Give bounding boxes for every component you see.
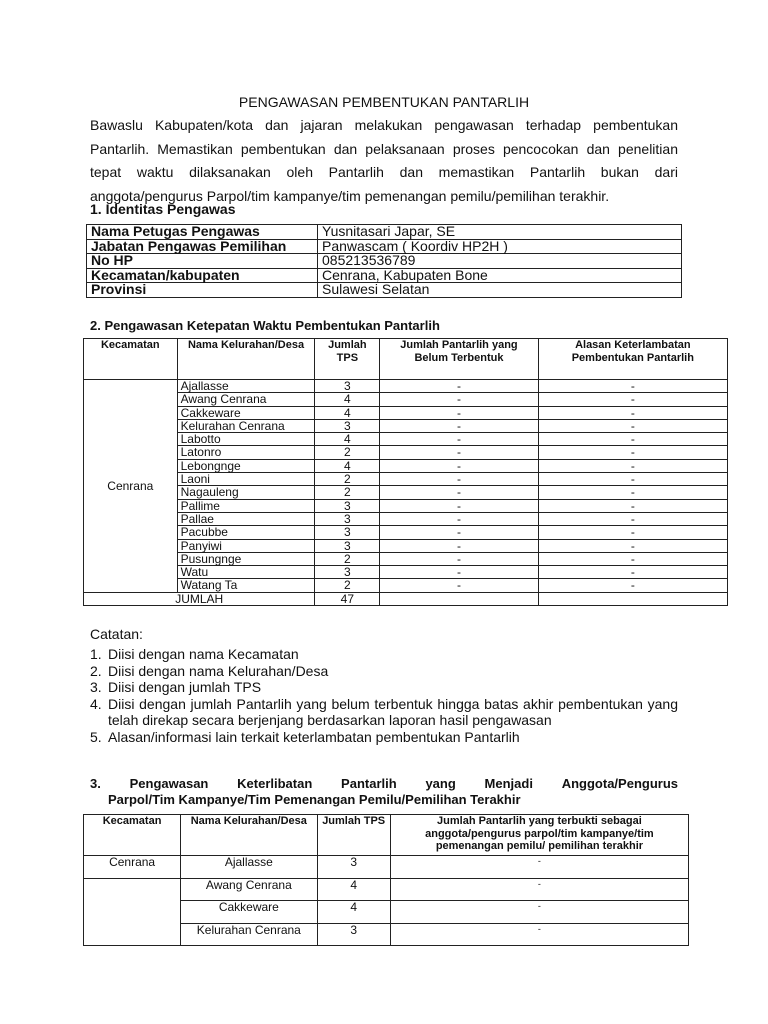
desa-cell: Latonro <box>177 446 315 459</box>
desa-cell: Pallime <box>177 499 315 512</box>
belum-cell: - <box>380 512 538 525</box>
table-row <box>84 566 728 579</box>
tps-cell: 3 <box>315 539 380 552</box>
desa-cell: Cakkeware <box>177 406 315 419</box>
section3-heading-word: yang <box>425 776 456 791</box>
desa-cell: Laoni <box>177 473 315 486</box>
note-number: 2. <box>90 662 102 679</box>
table-row <box>84 552 728 565</box>
desa-cell: Pacubbe <box>177 526 315 539</box>
table-row <box>84 393 728 406</box>
section2-heading: 2. Pengawasan Ketepatan Waktu Pembentukan Pantarlih <box>90 318 440 333</box>
jumlah-cell: - <box>390 901 688 924</box>
table-row <box>84 901 689 924</box>
table-row <box>84 473 728 486</box>
note-item <box>90 696 678 729</box>
alasan-cell: - <box>538 380 727 393</box>
column-header: Kecamatan <box>84 339 178 380</box>
belum-cell: - <box>380 526 538 539</box>
table-row <box>84 446 728 459</box>
identity-label: Jabatan Pengawas Pemilihan <box>87 239 318 254</box>
table-row <box>84 499 728 512</box>
jumlah-cell: - <box>390 923 688 946</box>
tps-cell: 2 <box>315 473 380 486</box>
alasan-cell: - <box>538 446 727 459</box>
alasan-cell: - <box>538 393 727 406</box>
table-row <box>84 380 728 393</box>
table-row <box>84 878 689 901</box>
note-number: 3. <box>90 679 102 695</box>
identity-label: Provinsi <box>87 283 318 298</box>
desa-cell: Kelurahan Cenrana <box>177 419 315 432</box>
belum-cell: - <box>380 380 538 393</box>
notes-list <box>90 646 678 745</box>
identity-label: Nama Petugas Pengawas <box>87 225 318 240</box>
involvement-table <box>83 814 689 946</box>
belum-cell: - <box>380 433 538 446</box>
section1-heading: 1. Identitas Pengawas <box>90 201 236 217</box>
tps-cell: 4 <box>317 901 390 924</box>
identity-value: Panwascam ( Koordiv HP2H ) <box>318 239 682 254</box>
belum-cell: - <box>380 419 538 432</box>
alasan-cell: - <box>538 566 727 579</box>
alasan-cell: - <box>538 579 727 592</box>
jumlah-cell: - <box>390 878 688 901</box>
table-row <box>84 856 689 879</box>
tps-cell: 2 <box>315 446 380 459</box>
kecamatan-cell-empty <box>84 901 181 924</box>
table-row <box>84 433 728 446</box>
alasan-cell: - <box>538 499 727 512</box>
belum-cell: - <box>380 459 538 472</box>
column-header: Alasan Keterlambatan Pembentukan Pantarlih <box>538 339 727 380</box>
alasan-cell: - <box>538 419 727 432</box>
belum-cell: - <box>380 393 538 406</box>
note-text: Diisi dengan nama Kelurahan/Desa <box>108 662 329 679</box>
table-row <box>84 539 728 552</box>
total-belum <box>380 592 538 605</box>
tps-cell: 4 <box>315 393 380 406</box>
tps-cell: 3 <box>315 419 380 432</box>
tps-cell: 2 <box>315 552 380 565</box>
intro-paragraph: Bawaslu Kabupaten/kota dan jajaran melakukan pengawasan terhadap pembentukan Pantarlih. Memastikan pembentukan dan pelaksanaan proses pencocokan dan penelitian tepat waktu dilaksanakan oleh Pantarlih dan memastikan Pantarlih bukan dari anggota/pengurus Parpol/tim kampanye/tim pemenangan pemilu/pemilihan terakhir. <box>90 117 678 204</box>
alasan-cell: - <box>538 486 727 499</box>
identity-value: Sulawesi Selatan <box>318 283 682 298</box>
identity-value: Yusnitasari Japar, SE <box>318 225 682 240</box>
tps-cell: 3 <box>317 923 390 946</box>
section3-heading-word: 3. <box>90 776 101 791</box>
alasan-cell: - <box>538 539 727 552</box>
desa-cell: Awang Cenrana <box>177 393 315 406</box>
desa-cell: Watu <box>177 566 315 579</box>
belum-cell: - <box>380 446 538 459</box>
desa-cell: Ajallasse <box>177 380 315 393</box>
note-text: Diisi dengan nama Kecamatan <box>108 646 299 662</box>
table-row <box>84 579 728 592</box>
identity-row <box>87 254 682 269</box>
tps-cell: 3 <box>315 499 380 512</box>
alasan-cell: - <box>538 433 727 446</box>
identity-row <box>87 225 682 240</box>
column-header: Jumlah Pantarlih yang Belum Terbentuk <box>380 339 538 380</box>
note-item <box>90 679 678 696</box>
table-row <box>84 923 689 946</box>
table-row <box>84 459 728 472</box>
alasan-cell: - <box>538 459 727 472</box>
page-title: PENGAWASAN PEMBENTUKAN PANTARLIH <box>238 94 530 110</box>
kecamatan-cell: Cenrana <box>84 856 181 879</box>
desa-cell: Nagauleng <box>177 486 315 499</box>
tps-cell: 3 <box>315 566 380 579</box>
tps-cell: 4 <box>315 406 380 419</box>
tps-cell: 3 <box>315 380 380 393</box>
tps-cell: 4 <box>315 459 380 472</box>
tps-cell: 2 <box>315 486 380 499</box>
section3-heading-word: Pengawasan <box>129 776 209 791</box>
desa-cell: Pusungnge <box>177 552 315 565</box>
column-header: Jumlah Pantarlih yang terbukti sebagai anggota/pengurus parpol/tim kampanye/tim pemenangan pemilu/ pemilihan terakhir <box>390 815 688 856</box>
belum-cell: - <box>380 473 538 486</box>
column-header: Nama Kelurahan/Desa <box>177 339 315 380</box>
alasan-cell: - <box>538 406 727 419</box>
desa-cell: Lebongnge <box>177 459 315 472</box>
column-header: Nama Kelurahan/Desa <box>181 815 317 856</box>
belum-cell: - <box>380 539 538 552</box>
belum-cell: - <box>380 566 538 579</box>
identity-label: No HP <box>87 254 318 269</box>
table-row <box>84 406 728 419</box>
jumlah-cell: - <box>390 856 688 879</box>
kecamatan-cell-empty <box>84 923 181 946</box>
identity-label: Kecamatan/kabupaten <box>87 268 318 283</box>
column-header: Jumlah TPS <box>317 815 390 856</box>
column-header: Jumlah TPS <box>315 339 380 380</box>
identity-row <box>87 283 682 298</box>
identity-value: 085213536789 <box>318 254 682 269</box>
section3-heading-line2: Parpol/Tim Kampanye/Tim Pemenangan Pemilu/Pemilihan Terakhir <box>108 792 521 807</box>
total-row <box>84 592 728 605</box>
desa-cell: Ajallasse <box>181 856 317 879</box>
note-text: Diisi dengan jumlah TPS <box>108 679 262 695</box>
total-tps: 47 <box>315 592 380 605</box>
table-row <box>84 486 728 499</box>
section3-heading-word: Keterlibatan <box>237 776 313 791</box>
belum-cell: - <box>380 406 538 419</box>
kecamatan-cell: Cenrana <box>84 380 178 593</box>
note-text: Diisi dengan jumlah Pantarlih yang belum terbentuk hingga batas akhir pembentukan yang telah direkap secara berjenjang berdasarkan laporan hasil pengawasan <box>108 695 678 728</box>
note-number: 4. <box>90 695 102 712</box>
total-alasan <box>538 592 727 605</box>
note-item <box>90 646 678 663</box>
section3-heading-word: Anggota/Pengurus <box>561 776 678 791</box>
section3-heading <box>90 776 678 808</box>
tps-cell: 3 <box>315 526 380 539</box>
note-item <box>90 663 678 680</box>
desa-cell: Panyiwi <box>177 539 315 552</box>
alasan-cell: - <box>538 512 727 525</box>
table-row <box>84 512 728 525</box>
section3-heading-word: Menjadi <box>484 776 533 791</box>
alasan-cell: - <box>538 473 727 486</box>
tps-cell: 3 <box>317 856 390 879</box>
note-text: Alasan/informasi lain terkait keterlambatan pembentukan Pantarlih <box>108 728 520 745</box>
table-row <box>84 526 728 539</box>
note-item <box>90 729 678 746</box>
note-number: 1. <box>90 646 102 662</box>
tps-cell: 4 <box>315 433 380 446</box>
column-header: Kecamatan <box>84 815 181 856</box>
belum-cell: - <box>380 552 538 565</box>
note-number: 5. <box>90 728 102 745</box>
belum-cell: - <box>380 499 538 512</box>
desa-cell: Pallae <box>177 512 315 525</box>
alasan-cell: - <box>538 526 727 539</box>
tps-cell: 2 <box>315 579 380 592</box>
notes-heading: Catatan: <box>90 626 143 642</box>
alasan-cell: - <box>538 552 727 565</box>
identity-table <box>86 224 682 298</box>
belum-cell: - <box>380 579 538 592</box>
tps-cell: 3 <box>315 512 380 525</box>
desa-cell: Watang Ta <box>177 579 315 592</box>
desa-cell: Awang Cenrana <box>181 878 317 901</box>
section3-heading-word: Pantarlih <box>341 776 397 791</box>
belum-cell: - <box>380 486 538 499</box>
tps-cell: 4 <box>317 878 390 901</box>
kecamatan-cell-empty <box>84 878 181 901</box>
desa-cell: Kelurahan Cenrana <box>181 923 317 946</box>
desa-cell: Cakkeware <box>181 901 317 924</box>
timeliness-table <box>83 338 728 606</box>
desa-cell: Labotto <box>177 433 315 446</box>
table-row <box>84 419 728 432</box>
total-label: JUMLAH <box>84 592 315 605</box>
identity-value: Cenrana, Kabupaten Bone <box>318 268 682 283</box>
